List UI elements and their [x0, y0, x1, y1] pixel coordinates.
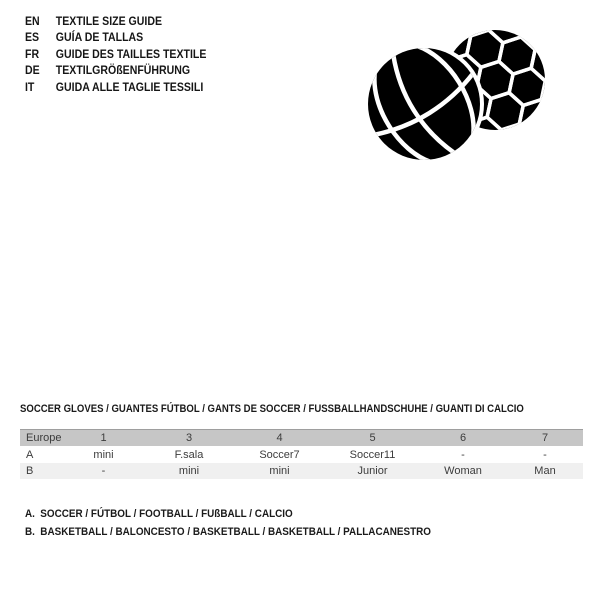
- table-cell: Woman: [444, 465, 482, 477]
- table-cell: mini: [178, 465, 200, 477]
- header-cell-size: 5: [369, 432, 376, 444]
- table-cell: F.sala: [174, 449, 204, 461]
- table-cell: Soccer7: [259, 449, 300, 461]
- language-title: GUÍA DE TALLAS: [55, 30, 144, 45]
- header-cell-size: 6: [459, 432, 467, 444]
- footnote-label: B.: [25, 526, 35, 538]
- header-cell-size: 7: [541, 432, 549, 444]
- table-cell: -: [461, 449, 465, 461]
- language-code: FR: [25, 46, 40, 61]
- footnote-a: [25, 505, 476, 523]
- table-cell: mini: [93, 449, 114, 461]
- size-table-title: SOCCER GLOVES / GUANTES FÚTBOL / GANTS DE SOCCER / FUSSBALLHANDSCHUHE / GUANTI DI CALCIO: [20, 403, 524, 415]
- language-title: TEXTILGRÖßENFÜHRUNG: [55, 63, 191, 78]
- footnote-b: [25, 523, 476, 541]
- row-label: B: [26, 465, 34, 477]
- language-title: GUIDA ALLE TAGLIE TESSILI: [55, 79, 204, 94]
- table-row-b: [20, 463, 583, 479]
- table-cell: Junior: [357, 465, 388, 477]
- language-row-es: [25, 29, 231, 45]
- language-title: GUIDE DES TAILLES TEXTILE: [55, 46, 207, 61]
- table-cell: -: [543, 449, 547, 461]
- language-code: ES: [25, 30, 40, 45]
- language-row-de: [25, 62, 231, 78]
- language-row-it: [25, 79, 231, 95]
- language-list: [25, 13, 231, 95]
- header-cell-size: 4: [276, 432, 283, 444]
- footnotes: [25, 505, 476, 541]
- table-row-a: [20, 447, 583, 464]
- language-row-fr: [25, 46, 231, 62]
- footnote-label: A.: [25, 508, 35, 520]
- language-code: EN: [25, 14, 40, 28]
- header-cell-europe: Europe: [26, 432, 62, 444]
- header-cell-size: 1: [100, 432, 107, 444]
- language-row-en: [25, 13, 231, 29]
- table-cell: -: [101, 465, 106, 477]
- table-cell: mini: [269, 465, 290, 477]
- table-cell: Soccer11: [349, 449, 396, 461]
- table-cell: Man: [534, 465, 556, 477]
- balls-graphic: [358, 15, 558, 175]
- size-table: [20, 429, 583, 479]
- row-label: A: [26, 449, 34, 461]
- language-code: IT: [25, 79, 35, 94]
- language-code: DE: [25, 63, 40, 78]
- header-cell-size: 3: [185, 432, 193, 444]
- size-table-header-row: [20, 430, 583, 447]
- footnote-text: BASKETBALL / BALONCESTO / BASKETBALL / BASKETBALL / PALLACANESTRO: [40, 526, 431, 538]
- footnote-text: SOCCER / FÚTBOL / FOOTBALL / FUßBALL / CALCIO: [40, 508, 293, 520]
- language-title: TEXTILE SIZE GUIDE: [55, 14, 163, 28]
